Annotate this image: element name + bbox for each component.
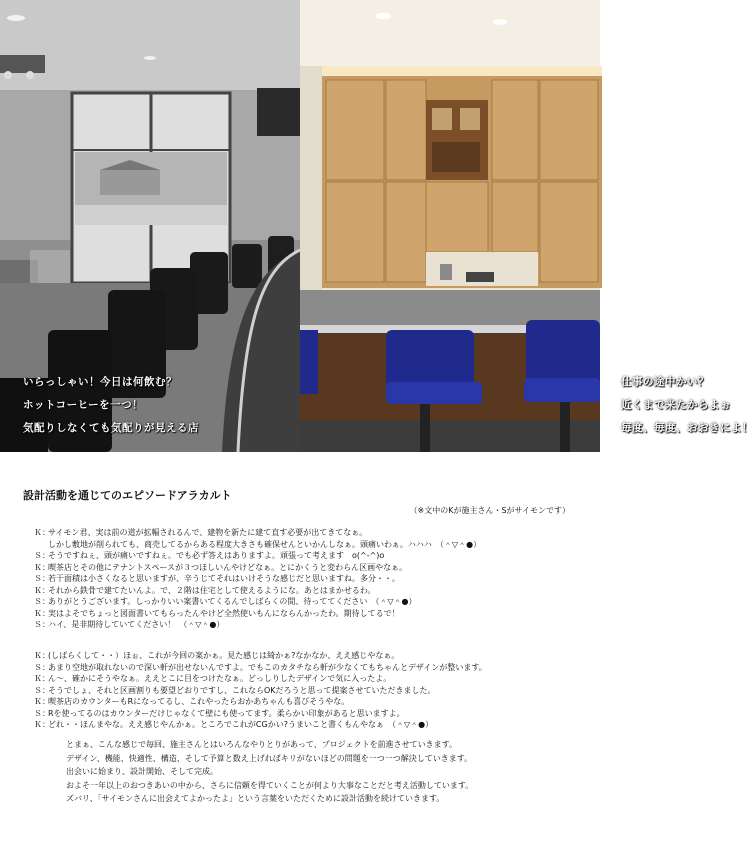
dialogue-text: そうですねぇ、頭が痛いですねぇ。でも必ず答えはありますよ。頑張って考えます o(^-^)o: [48, 551, 385, 560]
speaker-label: Ｋ：: [34, 651, 50, 660]
dialogue-text: サイモン君、実は前の道が拡幅されるんで、建物を新たに建て直す必要が出てきてなぁ。: [48, 528, 368, 537]
closing-line: ズバリ、「サイモンさんに出会えてよかったよ」という言葉をいただくために設計活動を続けていきます。: [66, 794, 445, 803]
speaker-label: Ｓ：: [34, 708, 50, 718]
dialogue-text: ハイ、是非期待していてください！ （＾▽＾●）: [48, 620, 225, 629]
dialogue-line: [34, 585, 594, 597]
speaker-label: Ｋ：: [34, 720, 50, 729]
dialogue-text: 若干面積は小さくなると思いますが、辛うじてそれはいけそうな感じだと思いますね。多分・・。: [48, 574, 400, 583]
speaker-label: Ｋ：: [34, 585, 50, 595]
dialogue-text: あまり空地が取れないので深い軒が出せないんですよ。でもこのカタチなら軒が少なくてもちゃんとデザインが整います。: [48, 662, 487, 672]
speaker-label: Ｋ：: [34, 674, 50, 683]
left-caption-3: 気配りしなくても気配りが見える店: [23, 422, 199, 434]
dialogue-line: [34, 562, 594, 574]
dialogue-text: ん〜、確かにそうやなぁ。ええとこに目をつけたなぁ。どっしりしたデザインで気に入ったよ。: [48, 674, 392, 683]
speaker-note: （※文中のKが施主さん・Sがサイモンです）: [409, 506, 570, 515]
dialogue-text: そうでしょ、それと区画割りも要望どおりですし、これならOKだろうと思って提案させていただきました。: [48, 685, 436, 695]
dialogue-block-2: [34, 650, 594, 731]
right-caption-3: 毎度、毎度、おおきによ！: [621, 422, 753, 434]
dialogue-line: [34, 550, 594, 562]
speaker-label: Ｓ：: [34, 662, 50, 672]
dialogue-line: [34, 685, 594, 697]
right-caption-1: 仕事の途中かい？: [621, 376, 709, 388]
speaker-label: Ｓ：: [34, 685, 50, 695]
counter-interior-illustration: [300, 0, 600, 452]
cafe-photo-color: [300, 0, 753, 452]
dialogue-line: [34, 539, 594, 551]
speaker-label: Ｓ：: [34, 597, 50, 606]
dialogue-text: Rを使ってるのはカウンターだけじゃなくて壁にも使ってます。柔らかい印象があると思いますよ。: [48, 708, 405, 718]
speaker-label: Ｋ：: [34, 697, 50, 706]
dialogue-line: [34, 662, 594, 674]
dialogue-text: ありがとうございます。しっかりいい案書いてくるんでしばらくの間、待っててください （＾▽＾●）: [48, 597, 417, 606]
dialogue-text: しかし敷地が削られても、商売してるからある程度大きさも確保せんといかんしなぁ。頭痛いわぁ。ハハハ （＾▽＾●）: [48, 539, 482, 549]
dialogue-text: (しばらくして・・）ほぉ、これが今回の案かぁ。見た感じは綺かぁ?なかなか、ええ感じやなぁ。: [48, 651, 400, 660]
dialogue-line: [34, 696, 594, 708]
closing-line: とまぁ、こんな感じで毎回、施主さんとはいろんなやりとりがあって、プロジェクトを前進させていきます。: [66, 740, 457, 749]
closing-line: およそ一年以上のおつきあいの中から、さらに信頼を得ていくことが何より大事なことだと考え活動しています。: [66, 780, 474, 790]
closing-paragraph: [66, 738, 586, 806]
cafe-photo-monochrome: [0, 0, 300, 452]
dialogue-text: それから鉄骨で建てたいんよ。で、２階は住宅として使えるようにな。あとはまかせるわ。: [48, 585, 376, 595]
dialogue-text: 実はよそでちょっと図面書いてもらったんやけど全然使いもんにならんかったわ。期待してるで！: [48, 608, 400, 618]
speaker-label: Ｋ：: [34, 528, 50, 537]
dialogue-line: [34, 527, 594, 539]
dialogue-line: [34, 719, 594, 731]
speaker-label: Ｓ：: [34, 620, 50, 629]
dialogue-line: [34, 573, 594, 585]
dialogue-line: [34, 673, 594, 685]
right-caption-2: 近くまで来たからよぉ: [621, 399, 731, 411]
dialogue-line: [34, 596, 594, 608]
dialogue-line: [34, 708, 594, 720]
closing-line: デザイン、機能、快適性、構造、そして予算と数え上げればキリがないほどの問題を一つ一つ解決していきます。: [66, 753, 473, 763]
dialogue-text: 喫茶店とその他にテナントスペースが３つほしいんやけどなぁ。とにかくうと変わらん区画やなぁ。: [48, 562, 408, 572]
left-caption-2: ホットコーヒーを一つ！: [23, 399, 144, 411]
closing-line: 出会いに始まり、設計開始、そして完成。: [66, 767, 218, 776]
speaker-label: Ｓ：: [34, 574, 50, 583]
dialogue-text: 喫茶店のカウンターもRになってるし、これやったらおかあちゃんも喜びそうやな。: [48, 697, 350, 706]
article-heading: 設計活動を通じてのエピソードアラカルト: [23, 489, 232, 502]
speaker-label: Ｓ：: [34, 551, 50, 560]
speaker-label: Ｋ：: [34, 562, 50, 572]
left-caption-1: いらっしゃい！今日は何飲む？: [23, 376, 177, 388]
dialogue-line: [34, 650, 594, 662]
dialogue-line: [34, 619, 594, 631]
speaker-label: Ｋ：: [34, 608, 50, 618]
dialogue-text: どれ・・ほんまやな。ええ感じやんかぁ。ところでこれがCGかい?うまいこと書くもんやなぁ （＾▽＾●）: [48, 720, 434, 729]
dialogue-line: [34, 608, 594, 620]
dialogue-block-1: [34, 527, 594, 631]
